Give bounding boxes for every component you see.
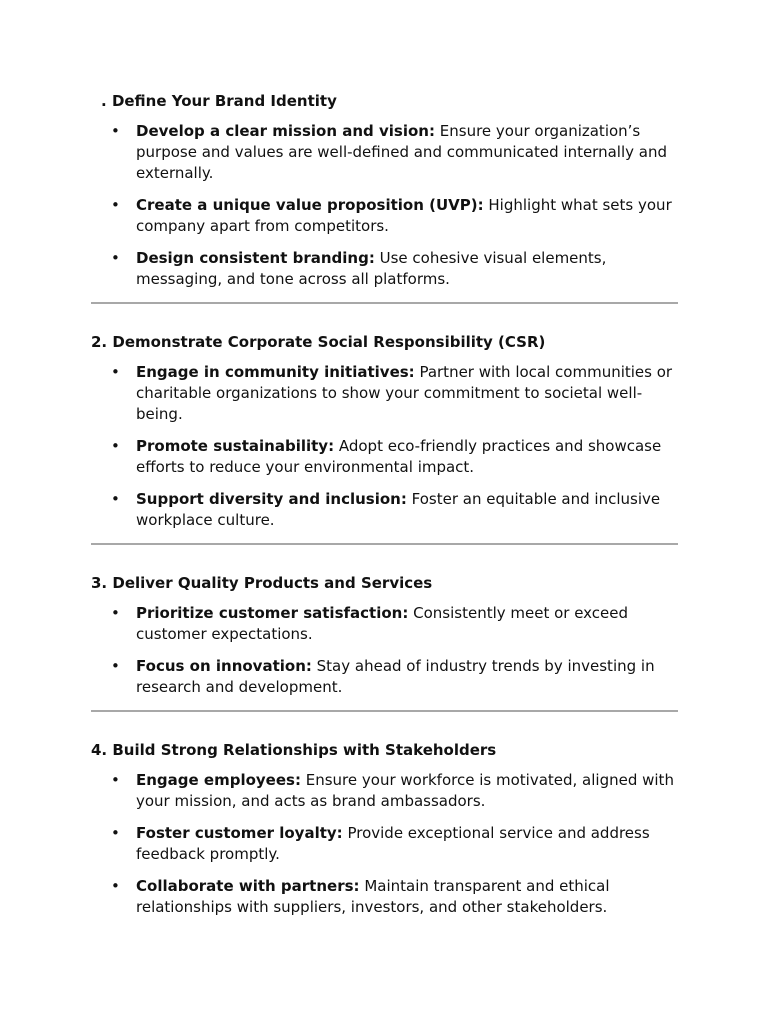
item-lead: Promote sustainability:: [136, 437, 335, 455]
item-lead: Create a unique value proposition (UVP):: [136, 196, 484, 214]
item-lead: Foster customer loyalty:: [136, 824, 343, 842]
item-text: Adopt eco-friendly practices and showcase efforts to reduce your environmental impact.: [136, 437, 662, 476]
bullet-icon: •: [111, 363, 120, 381]
section-number: 3.: [91, 574, 108, 592]
list-item: [91, 656, 678, 698]
section-title-text: Deliver Quality Products and Services: [112, 574, 433, 592]
item-text: Provide exceptional service and address feedback promptly.: [136, 824, 650, 863]
bullet-icon: •: [111, 877, 120, 895]
bullet-icon: •: [111, 249, 120, 267]
list-item: [91, 436, 678, 478]
section-csr: [91, 332, 678, 531]
list-item: [91, 823, 678, 865]
item-text: Foster an equitable and inclusive workplace culture.: [136, 490, 661, 529]
list-item: [91, 770, 678, 812]
item-lead: Focus on innovation:: [136, 657, 312, 675]
list-item: [91, 195, 678, 237]
section-heading: [91, 740, 678, 760]
item-lead: Design consistent branding:: [136, 249, 375, 267]
item-text: Stay ahead of industry trends by investing in research and development.: [136, 657, 655, 696]
list-item: [91, 876, 678, 918]
item-lead: Support diversity and inclusion:: [136, 490, 407, 508]
bullet-list: [91, 770, 678, 918]
section-brand-identity: [91, 91, 678, 290]
item-text: Highlight what sets your company apart from competitors.: [136, 196, 672, 235]
item-text: Ensure your organization’s purpose and values are well-defined and communicated internally and externally.: [136, 122, 667, 182]
section-heading: [91, 573, 678, 593]
bullet-list: [91, 121, 678, 290]
bullet-icon: •: [111, 657, 120, 675]
bullet-icon: •: [111, 490, 120, 508]
section-heading: [91, 91, 678, 111]
section-divider: [91, 710, 678, 712]
list-item: [91, 489, 678, 531]
item-lead: Develop a clear mission and vision:: [136, 122, 435, 140]
bullet-icon: •: [111, 196, 120, 214]
section-number: .: [101, 92, 107, 110]
bullet-icon: •: [111, 122, 120, 140]
bullet-list: [91, 603, 678, 698]
item-text: Maintain transparent and ethical relationships with suppliers, investors, and other stakeholders.: [136, 877, 610, 916]
bullet-list: [91, 362, 678, 531]
item-lead: Collaborate with partners:: [136, 877, 360, 895]
item-text: Partner with local communities or charitable organizations to show your commitment to societal well-being.: [136, 363, 673, 423]
section-number: 4.: [91, 741, 108, 759]
list-item: [91, 121, 678, 184]
section-stakeholders: [91, 740, 678, 918]
section-title-text: Demonstrate Corporate Social Responsibility (CSR): [112, 333, 546, 351]
list-item: [91, 362, 678, 425]
item-lead: Engage employees:: [136, 771, 301, 789]
section-title-text: Define Your Brand Identity: [111, 92, 337, 110]
section-divider: [91, 302, 678, 304]
list-item: [91, 248, 678, 290]
bullet-icon: •: [111, 604, 120, 622]
item-text: Consistently meet or exceed customer expectations.: [136, 604, 629, 643]
section-divider: [91, 543, 678, 545]
section-heading: [91, 332, 678, 352]
item-text: Use cohesive visual elements, messaging, and tone across all platforms.: [136, 249, 607, 288]
section-quality: [91, 573, 678, 698]
section-number: 2.: [91, 333, 108, 351]
list-item: [91, 603, 678, 645]
section-title-text: Build Strong Relationships with Stakeholders: [112, 741, 497, 759]
bullet-icon: •: [111, 437, 120, 455]
item-lead: Prioritize customer satisfaction:: [136, 604, 409, 622]
item-text: Ensure your workforce is motivated, aligned with your mission, and acts as brand ambassadors.: [136, 771, 674, 810]
item-lead: Engage in community initiatives:: [136, 363, 415, 381]
bullet-icon: •: [111, 824, 120, 842]
document-page: [91, 91, 678, 918]
bullet-icon: •: [111, 771, 120, 789]
